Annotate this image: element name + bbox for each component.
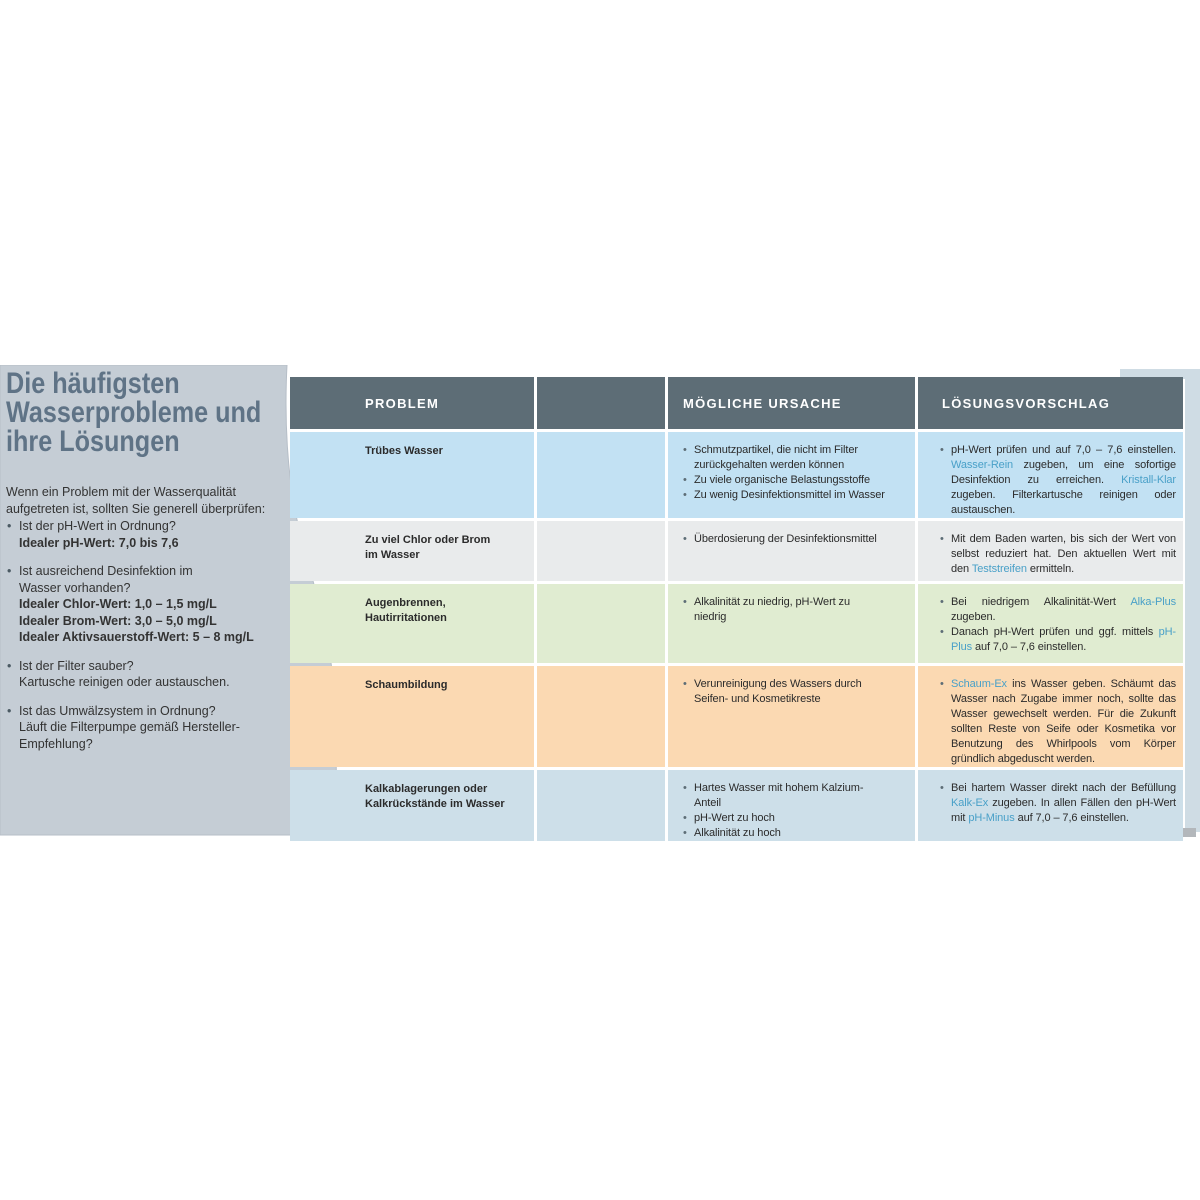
- cause-item: • Zu wenig Desinfektionsmittel im Wasser: [683, 488, 885, 503]
- problem-cell: [290, 432, 534, 518]
- checklist-line: • Ist das Umwälzsystem in Ordnung?: [19, 703, 216, 718]
- sidebar-intro-text: Wenn ein Problem mit der Wasserqualität aufgetreten ist, sollten Sie generell überprüfen:: [6, 485, 266, 516]
- cause-item: • pH-Wert zu hoch: [683, 811, 885, 826]
- checklist-line: Kartusche reinigen oder austauschen.: [19, 675, 230, 689]
- table-header-solution: LÖSUNGSVORSCHLAG: [918, 377, 1183, 429]
- checklist-line: • Ist ausreichend Desinfektion im: [19, 564, 193, 578]
- spacer-cell: [537, 584, 665, 663]
- sidebar-title-line: ihre Lösungen: [6, 425, 180, 458]
- problem-label-line: Zu viel Chlor oder Brom: [365, 534, 491, 546]
- cause-cell: [668, 770, 915, 841]
- product-name-highlight: Teststreifen: [971, 563, 1027, 575]
- checklist-item: [6, 658, 286, 691]
- product-name-highlight: Alka-Plus: [1130, 596, 1176, 608]
- spacer-cell: [537, 770, 665, 841]
- checklist-item: [6, 518, 286, 551]
- problem-label-line: im Wasser: [365, 549, 420, 561]
- solution-item: • Schaum-Ex ins Wasser geben. Schäumt das Wasser nach Zugabe immer noch, sollte das Wasser gewechselt werden. Für die Zukunft sollten Reste von Seife oder Kosmetika vor Benutzung des Whirlpools vom Körper gründlich abgeduscht werden.: [940, 677, 1176, 767]
- solution-cell: [918, 584, 1183, 663]
- checklist-line: Läuft die Filterpumpe gemäß Hersteller-: [19, 720, 240, 734]
- sidebar-content: [6, 369, 286, 752]
- product-name-highlight: Schaum-Ex: [951, 678, 1007, 690]
- problem-cell: [290, 584, 534, 663]
- cause-item: • Alkalinität zu hoch: [683, 826, 885, 841]
- spacer-cell: [537, 666, 665, 767]
- solution-cell: [918, 521, 1183, 581]
- problem-cell: [290, 770, 534, 841]
- cause-item: • Hartes Wasser mit hohem Kalzium-Anteil: [683, 781, 885, 811]
- cause-item: • Verunreinigung des Wassers durch Seifen- und Kosmetikreste: [683, 677, 885, 707]
- solution-item: • Danach pH-Wert prüfen und ggf. mittels pH-Plus auf 7,0 – 7,6 einstellen.: [940, 625, 1176, 655]
- solution-item: • Bei niedrigem Alkalinität-Wert Alka-Plus zugeben.: [940, 595, 1176, 625]
- product-name-highlight: pH-Minus: [968, 812, 1015, 824]
- problem-label-line: Schaumbildung: [365, 679, 448, 691]
- checklist-line: Idealer Aktivsauerstoff-Wert: 5 – 8 mg/L: [19, 630, 254, 644]
- product-name-highlight: pH-Plus: [951, 626, 1176, 653]
- table-header-spacer: [537, 377, 665, 429]
- problems-table: [290, 377, 1183, 841]
- product-name-highlight: Kristall-Klar: [1121, 474, 1176, 486]
- problem-cell: [290, 521, 534, 581]
- cause-item: • Zu viele organische Belastungsstoffe: [683, 473, 885, 488]
- spacer-cell: [537, 521, 665, 581]
- checklist-line: Idealer Chlor-Wert: 1,0 – 1,5 mg/L: [19, 597, 217, 611]
- problem-label-line: Augenbrennen,: [365, 597, 446, 609]
- cause-cell: [668, 432, 915, 518]
- cause-cell: [668, 584, 915, 663]
- checklist-item: [6, 563, 286, 646]
- solution-item: • pH-Wert prüfen und auf 7,0 – 7,6 einstellen. Wasser-Rein zugeben, um eine sofortige Desinfektion zu erreichen. Kristall-Klar zugeben. Filterkartusche reinigen oder austauschen.: [940, 443, 1176, 518]
- checklist-line: Idealer Brom-Wert: 3,0 – 5,0 mg/L: [19, 613, 217, 628]
- product-name-highlight: Wasser-Rein: [951, 459, 1014, 471]
- cause-cell: [668, 666, 915, 767]
- checklist-line: Wasser vorhanden?: [19, 580, 131, 595]
- problem-label-line: Kalkrückstände im Wasser: [365, 798, 505, 810]
- solution-cell: [918, 432, 1183, 518]
- solution-item: • Bei hartem Wasser direkt nach der Befüllung Kalk-Ex zugeben. In allen Fällen den pH-Wert mit pH-Minus auf 7,0 – 7,6 einstellen.: [940, 781, 1176, 826]
- cause-item: • Alkalinität zu niedrig, pH-Wert zu niedrig: [683, 595, 885, 625]
- problem-label-line: Trübes Wasser: [365, 445, 443, 457]
- cause-item: • Überdosierung der Desinfektionsmittel: [683, 532, 885, 547]
- cause-item: • Schmutzpartikel, die nicht im Filter zurückgehalten werden können: [683, 443, 885, 473]
- product-name-highlight: Kalk-Ex: [951, 797, 989, 809]
- sidebar-title-line: Die häufigsten: [6, 367, 180, 400]
- checklist-line: • Ist der pH-Wert in Ordnung?: [19, 519, 176, 533]
- sidebar-title-line: Wasserprobleme und: [6, 396, 262, 429]
- spacer-cell: [537, 432, 665, 518]
- checklist-line: Empfehlung?: [19, 736, 93, 751]
- table-header-problem: PROBLEM: [290, 377, 534, 429]
- problem-label-line: Kalkablagerungen oder: [365, 783, 488, 795]
- cause-cell: [668, 521, 915, 581]
- problem-label-line: Hautirritationen: [365, 612, 447, 624]
- checklist-line: • Ist der Filter sauber?: [19, 658, 134, 673]
- table-header-cause: MÖGLICHE URSACHE: [668, 377, 915, 429]
- checklist-line: Idealer pH-Wert: 7,0 bis 7,6: [19, 535, 179, 550]
- checklist-item: [6, 703, 286, 753]
- background-accent-right: [1185, 369, 1200, 832]
- solution-cell: [918, 770, 1183, 841]
- solution-item: • Mit dem Baden warten, bis sich der Wert von selbst reduziert hat. Den aktuellen Wert mit den Teststreifen ermitteln.: [940, 532, 1176, 577]
- sidebar-checklist: [6, 518, 286, 752]
- problem-cell: [290, 666, 534, 767]
- sidebar-title: [6, 367, 262, 458]
- solution-cell: [918, 666, 1183, 767]
